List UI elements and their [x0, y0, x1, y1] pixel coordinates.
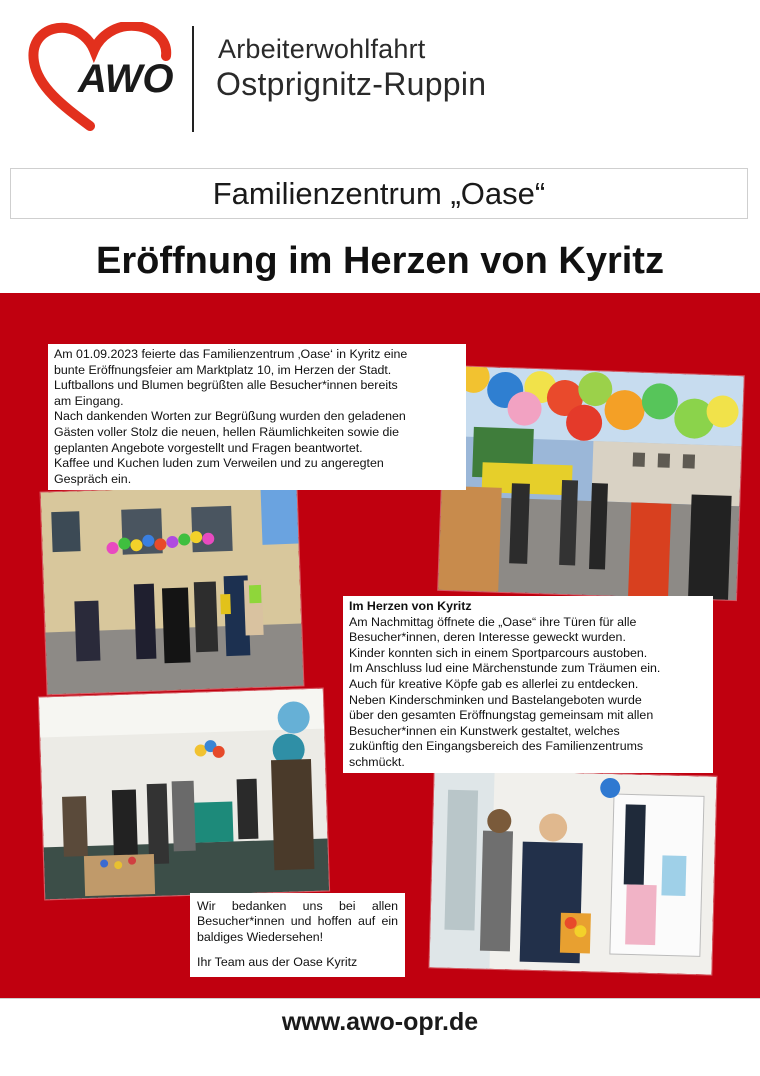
photo-indoor-room-image: [39, 689, 329, 900]
subtitle: Familienzentrum „Oase“: [212, 175, 546, 211]
intro-text-box: [48, 344, 466, 490]
intro-line: Luftballons und Blumen begrüßten alle Besucher*innen bereits: [54, 378, 398, 393]
intro-line: Kaffee und Kuchen luden zum Verweilen und zu angeregten: [54, 456, 384, 471]
kyritz-line: Besucher*innen ein Kunstwerk gestaltet, welches: [349, 723, 620, 738]
kyritz-line: Auch für kreative Köpfe gab es allerlei zu entdecken.: [349, 676, 639, 691]
logo-divider: [192, 26, 194, 132]
content-panel: [0, 293, 760, 998]
kyritz-line: schmückt.: [349, 754, 405, 769]
logo-text: AWO: [78, 57, 174, 101]
heart-logo-icon: [28, 22, 178, 134]
page-headline: Eröffnung im Herzen von Kyritz: [96, 240, 664, 282]
kyritz-line: zukünftig den Eingangsbereich des Familienzentrums: [349, 739, 644, 754]
intro-line: Gespräch ein.: [54, 471, 132, 486]
photo-street-balloons-image: [438, 366, 744, 600]
photo-entrance-crowd: [41, 484, 304, 695]
photo-artwork-painting: [429, 769, 716, 974]
org-name-line1: Arbeiterwohlfahrt: [218, 34, 426, 64]
footer-website-link[interactable]: www.awo-opr.de: [281, 1008, 479, 1036]
intro-line: Am 01.09.2023 feierte das Familienzentrum ‚Oase‘ in Kyritz eine: [54, 347, 408, 361]
subtitle-box: [10, 168, 748, 219]
kyritz-line: über den gesamten Eröffnungstag gemeinsam mit allen: [349, 708, 654, 723]
kyritz-line: Am Nachmittag öffnete die „Oase“ ihre Türen für alle: [349, 614, 637, 629]
kyritz-section-title: Im Herzen von Kyritz: [349, 599, 472, 613]
intro-line: bunte Eröffnungsfeier am Marktplatz 10, im Herzen der Stadt.: [54, 362, 392, 377]
awo-logo: [28, 22, 178, 134]
photo-artwork-painting-image: [429, 769, 716, 974]
photo-indoor-room: [39, 689, 329, 900]
thanks-text: Wir bedanken uns bei allen Besucher*innen und hoffen auf ein baldiges Wiedersehen!: [197, 899, 398, 944]
thanks-signature: Ihr Team aus der Oase Kyritz: [197, 955, 358, 970]
photo-entrance-crowd-image: [41, 484, 304, 695]
thanks-text-box: [190, 893, 405, 977]
intro-line: Nach dankenden Worten zur Begrüßung wurden den geladenen: [54, 409, 406, 424]
footer-divider: [0, 998, 760, 999]
intro-line: geplanten Angebote vorgestellt und Fragen beantwortet.: [54, 440, 363, 455]
intro-line: Gästen voller Stolz die neuen, hellen Räumlichkeiten sowie die: [54, 424, 400, 439]
intro-line: am Eingang.: [54, 393, 124, 408]
org-name-line2: Ostprignitz-Ruppin: [216, 66, 487, 102]
kyritz-line: Im Anschluss lud eine Märchenstunde zum Träumen ein.: [349, 661, 661, 676]
kyritz-line: Neben Kinderschminken und Bastelangeboten wurde: [349, 692, 642, 707]
photo-street-balloons: [438, 366, 744, 600]
kyritz-line: Kinder konnten sich in einem Sportparcours austoben.: [349, 645, 648, 660]
kyritz-line: Besucher*innen, deren Interesse geweckt wurden.: [349, 630, 626, 645]
kyritz-text-box: [343, 596, 713, 773]
